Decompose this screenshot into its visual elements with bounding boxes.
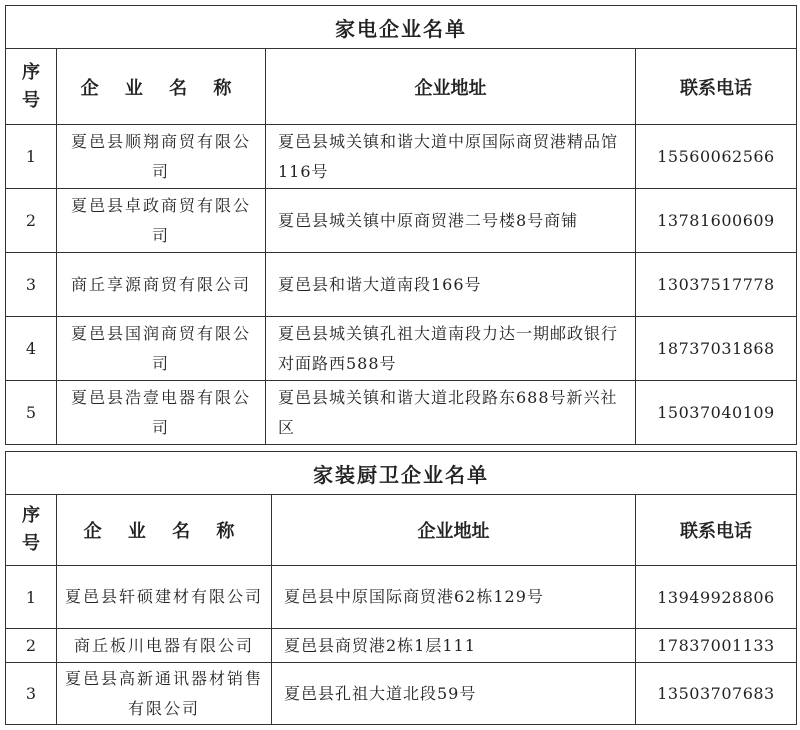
table-title: 家电企业名单 — [6, 6, 797, 49]
row-company-name: 夏邑县国润商贸有限公司 — [57, 317, 266, 381]
row-company-name: 商丘享源商贸有限公司 — [57, 253, 266, 317]
table-row — [6, 253, 797, 317]
row-company-name: 夏邑县浩壹电器有限公司 — [57, 381, 266, 445]
table-row — [6, 189, 797, 253]
row-phone: 13781600609 — [636, 189, 797, 253]
row-phone: 15560062566 — [636, 125, 797, 189]
row-address: 夏邑县孔祖大道北段59号 — [272, 663, 636, 725]
row-address: 夏邑县城关镇和谐大道北段路东688号新兴社区 — [266, 381, 636, 445]
home-decor-kitchen-bath-companies-table — [5, 451, 797, 725]
table-row — [6, 566, 797, 629]
table-row — [6, 317, 797, 381]
row-address: 夏邑县中原国际商贸港62栋129号 — [272, 566, 636, 629]
header-phone: 联系电话 — [636, 495, 797, 566]
row-company-name: 夏邑县高新通讯器材销售有限公司 — [57, 663, 272, 725]
row-seq: 2 — [6, 629, 57, 663]
row-phone: 13037517778 — [636, 253, 797, 317]
row-phone: 13949928806 — [636, 566, 797, 629]
table-row — [6, 629, 797, 663]
header-address: 企业地址 — [266, 49, 636, 125]
header-seq: 序 号 — [6, 49, 57, 125]
row-address: 夏邑县城关镇孔祖大道南段力达一期邮政银行对面路西588号 — [266, 317, 636, 381]
row-phone: 18737031868 — [636, 317, 797, 381]
row-address: 夏邑县城关镇中原商贸港二号楼8号商铺 — [266, 189, 636, 253]
appliance-companies-table — [5, 5, 797, 445]
row-phone: 17837001133 — [636, 629, 797, 663]
header-phone: 联系电话 — [636, 49, 797, 125]
row-seq: 2 — [6, 189, 57, 253]
table-title: 家装厨卫企业名单 — [6, 452, 797, 495]
header-address: 企业地址 — [272, 495, 636, 566]
row-seq: 1 — [6, 566, 57, 629]
table-row — [6, 663, 797, 725]
row-company-name: 夏邑县轩硕建材有限公司 — [57, 566, 272, 629]
row-seq: 3 — [6, 253, 57, 317]
header-name: 企 业 名 称 — [57, 495, 272, 566]
row-address: 夏邑县商贸港2栋1层111 — [272, 629, 636, 663]
row-seq: 3 — [6, 663, 57, 725]
row-company-name: 夏邑县卓政商贸有限公司 — [57, 189, 266, 253]
header-seq: 序 号 — [6, 495, 57, 566]
row-company-name: 商丘板川电器有限公司 — [57, 629, 272, 663]
row-phone: 13503707683 — [636, 663, 797, 725]
row-phone: 15037040109 — [636, 381, 797, 445]
row-seq: 5 — [6, 381, 57, 445]
row-company-name: 夏邑县顺翔商贸有限公司 — [57, 125, 266, 189]
row-seq: 4 — [6, 317, 57, 381]
table-row — [6, 381, 797, 445]
table-row — [6, 125, 797, 189]
row-seq: 1 — [6, 125, 57, 189]
header-name: 企 业 名 称 — [57, 49, 266, 125]
row-address: 夏邑县和谐大道南段166号 — [266, 253, 636, 317]
row-address: 夏邑县城关镇和谐大道中原国际商贸港精品馆116号 — [266, 125, 636, 189]
